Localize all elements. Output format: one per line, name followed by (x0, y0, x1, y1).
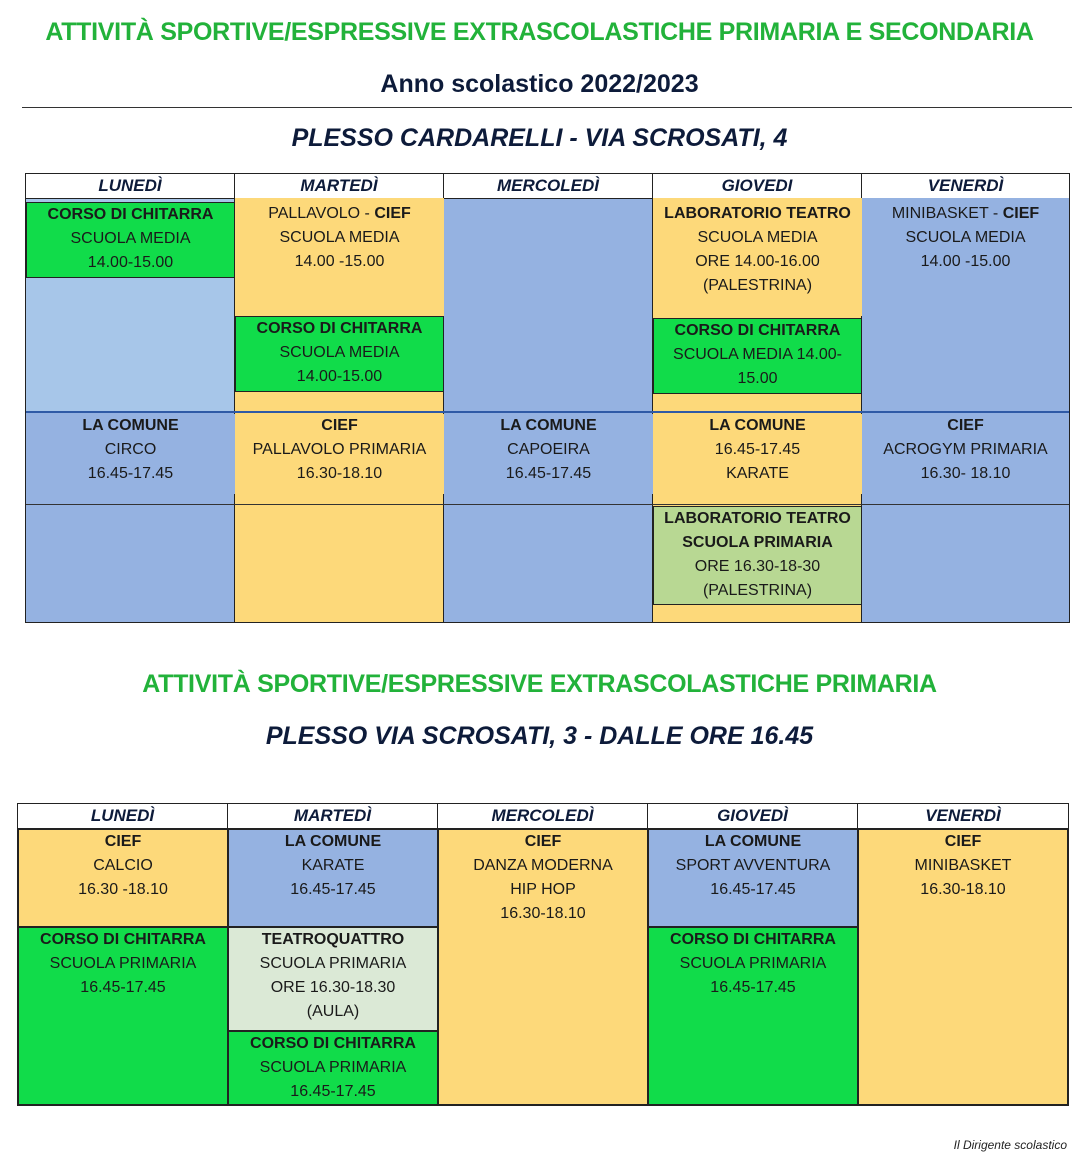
activity-time: ORE 14.00-16.00 (695, 253, 820, 270)
activity-time: 14.00-15.00 (296, 368, 383, 385)
activity-time: 16.45-17.45 (80, 979, 166, 996)
activity-title: CIEF (524, 833, 562, 850)
activity-volleyball-primary-tuesday (235, 414, 444, 494)
activity-detail: HIP HOP (510, 881, 576, 898)
activity-theatre-middle-thursday (653, 198, 862, 316)
activity-name: MINIBASKET - (891, 205, 1003, 222)
activity-title: CORSO DI CHITARRA (47, 206, 214, 223)
activity-detail: SCUOLA MEDIA (697, 229, 818, 246)
activity-detail: DANZA MODERNA (473, 857, 613, 874)
activity-location: (PALESTRINA) (702, 277, 813, 294)
activity-title: LABORATORIO TEATRO (664, 205, 851, 222)
day-header-tuesday: MARTEDÌ (228, 804, 438, 829)
activity-time: ORE 16.30-18-30 (694, 558, 821, 575)
day-header-thursday: GIOVEDÌ (648, 804, 858, 829)
plesso-scrosati-title: PLESSO VIA SCROSATI, 3 - DALLE ORE 16.45 (265, 722, 814, 750)
main-title: ATTIVITÀ SPORTIVE/ESPRESSIVE EXTRASCOLASTICHE PRIMARIA E SECONDARIA (45, 18, 1034, 46)
activity-detail: SCUOLA PRIMARIA (679, 955, 827, 972)
activity-title: LA COMUNE (709, 417, 806, 434)
activity-minibasket-middle-friday (862, 198, 1069, 298)
activity-time: 14.00-15.00 (87, 254, 174, 271)
activity-detail: SCUOLA MEDIA (279, 344, 400, 361)
divider (22, 107, 1072, 108)
activity-time: 16.45-17.45 (290, 1083, 376, 1100)
day-header-wednesday: MERCOLEDÌ (444, 174, 653, 199)
plesso-cardarelli-title: PLESSO CARDARELLI - VIA SCROSATI, 4 (291, 124, 788, 152)
activity-title: CORSO DI CHITARRA (40, 931, 206, 948)
activity-time: 16.30-18.10 (500, 905, 586, 922)
activity-detail: MINIBASKET (914, 857, 1012, 874)
activity-theatre-primary-thursday (653, 506, 862, 605)
activity-adventure-thursday (648, 829, 858, 927)
activity-time: ORE 16.30-18.30 (270, 979, 396, 996)
activity-guitar-middle-monday (26, 202, 235, 278)
activity-time: 16.30-18.10 (296, 465, 383, 482)
activity-detail: SCUOLA MEDIA (70, 230, 191, 247)
activity-detail: KARATE (301, 857, 365, 874)
activity-title: CIEF (104, 833, 142, 850)
time-separator (26, 411, 1069, 413)
day-header-wednesday: MERCOLEDÌ (438, 804, 648, 829)
activity-title: TEATROQUATTRO (261, 931, 405, 948)
activity-guitar-middle-thursday (653, 318, 862, 394)
primary-title: ATTIVITÀ SPORTIVE/ESPRESSIVE EXTRASCOLASTICHE PRIMARIA (142, 670, 937, 698)
activity-title: CORSO DI CHITARRA (670, 931, 836, 948)
activity-detail: SCUOLA PRIMARIA (259, 955, 407, 972)
activity-acrogym-friday (862, 414, 1069, 494)
activity-detail: PALLAVOLO PRIMARIA (252, 441, 427, 458)
activity-minibasket-friday (858, 829, 1068, 1105)
activity-detail: SCUOLA PRIMARIA (259, 1059, 407, 1076)
day-header-tuesday: MARTEDÌ (235, 174, 444, 199)
activity-detail: CAPOEIRA (507, 441, 590, 458)
activity-title: CIEF (321, 417, 358, 434)
day-header-friday: VENERDÌ (862, 174, 1069, 199)
activity-title (235, 202, 444, 226)
activity-detail: SCUOLA PRIMARIA (682, 534, 833, 551)
activity-location: (AULA) (306, 1003, 360, 1020)
activity-time: 14.00 -15.00 (920, 253, 1011, 270)
principal-signature: Il Dirigente scolastico (953, 1138, 1067, 1152)
activity-guitar-middle-tuesday (235, 316, 444, 392)
row-line (26, 504, 1069, 505)
activity-time: 16.30-18.10 (920, 881, 1006, 898)
cell-bg (444, 198, 653, 412)
activity-title: LA COMUNE (500, 417, 597, 434)
activity-time: 16.30 -18.10 (78, 881, 168, 898)
day-header-friday: VENERDÌ (858, 804, 1068, 829)
activity-detail: CALCIO (93, 857, 153, 874)
activity-title: CORSO DI CHITARRA (256, 320, 423, 337)
activity-theatre-tuesday (228, 927, 438, 1031)
activity-guitar-primary-monday (18, 927, 228, 1105)
activity-time: 16.45-17.45 (505, 465, 592, 482)
provider-name: CIEF (1002, 205, 1040, 222)
activity-guitar-primary-thursday (648, 927, 858, 1105)
school-year: Anno scolastico 2022/2023 (380, 70, 699, 98)
day-header-monday: LUNEDÌ (26, 174, 235, 199)
activity-karate-tuesday (228, 829, 438, 927)
activity-title: CIEF (947, 417, 984, 434)
activity-dance-wednesday (438, 829, 648, 1105)
activity-time: 16.45-17.45 (710, 979, 796, 996)
schedule-table-scrosati (17, 803, 1069, 1106)
activity-name: PALLAVOLO - (268, 205, 375, 222)
activity-detail: SCUOLA MEDIA (279, 229, 400, 246)
activity-title: LA COMUNE (704, 833, 802, 850)
activity-title: LA COMUNE (82, 417, 179, 434)
activity-time: 16.45-17.45 (87, 465, 174, 482)
day-header-thursday: GIOVEDI (653, 174, 862, 199)
activity-time: 14.00 -15.00 (294, 253, 385, 270)
activity-guitar-primary-tuesday (228, 1031, 438, 1105)
activity-detail: SCUOLA MEDIA (905, 229, 1026, 246)
activity-title: CORSO DI CHITARRA (250, 1035, 416, 1052)
activity-title: LABORATORIO TEATRO (664, 510, 851, 527)
activity-title (862, 202, 1069, 226)
activity-detail: SPORT AVVENTURA (675, 857, 831, 874)
activity-time: 16.45-17.45 (710, 881, 796, 898)
day-header-monday: LUNEDÌ (18, 804, 228, 829)
activity-karate-thursday (653, 414, 862, 494)
activity-time: 16.45-17.45 (290, 881, 376, 898)
activity-detail: SCUOLA MEDIA 14.00- (673, 346, 842, 363)
activity-football-monday (18, 829, 228, 927)
activity-time: 15.00 (737, 370, 778, 387)
activity-detail: SCUOLA PRIMARIA (49, 955, 197, 972)
activity-circus-monday (26, 414, 235, 494)
activity-location: (PALESTRINA) (702, 582, 813, 599)
activity-title: CORSO DI CHITARRA (674, 322, 841, 339)
activity-capoeira-wednesday (444, 414, 653, 494)
activity-time: 16.30- 18.10 (920, 465, 1011, 482)
activity-detail: KARATE (726, 465, 789, 482)
activity-detail: ACROGYM PRIMARIA (883, 441, 1048, 458)
activity-detail: CIRCO (104, 441, 157, 458)
activity-title: CIEF (944, 833, 982, 850)
activity-time: 16.45-17.45 (714, 441, 801, 458)
schedule-table-cardarelli (25, 173, 1070, 623)
activity-volleyball-middle-tuesday (235, 198, 444, 318)
provider-name: CIEF (374, 205, 411, 222)
activity-title: LA COMUNE (284, 833, 382, 850)
